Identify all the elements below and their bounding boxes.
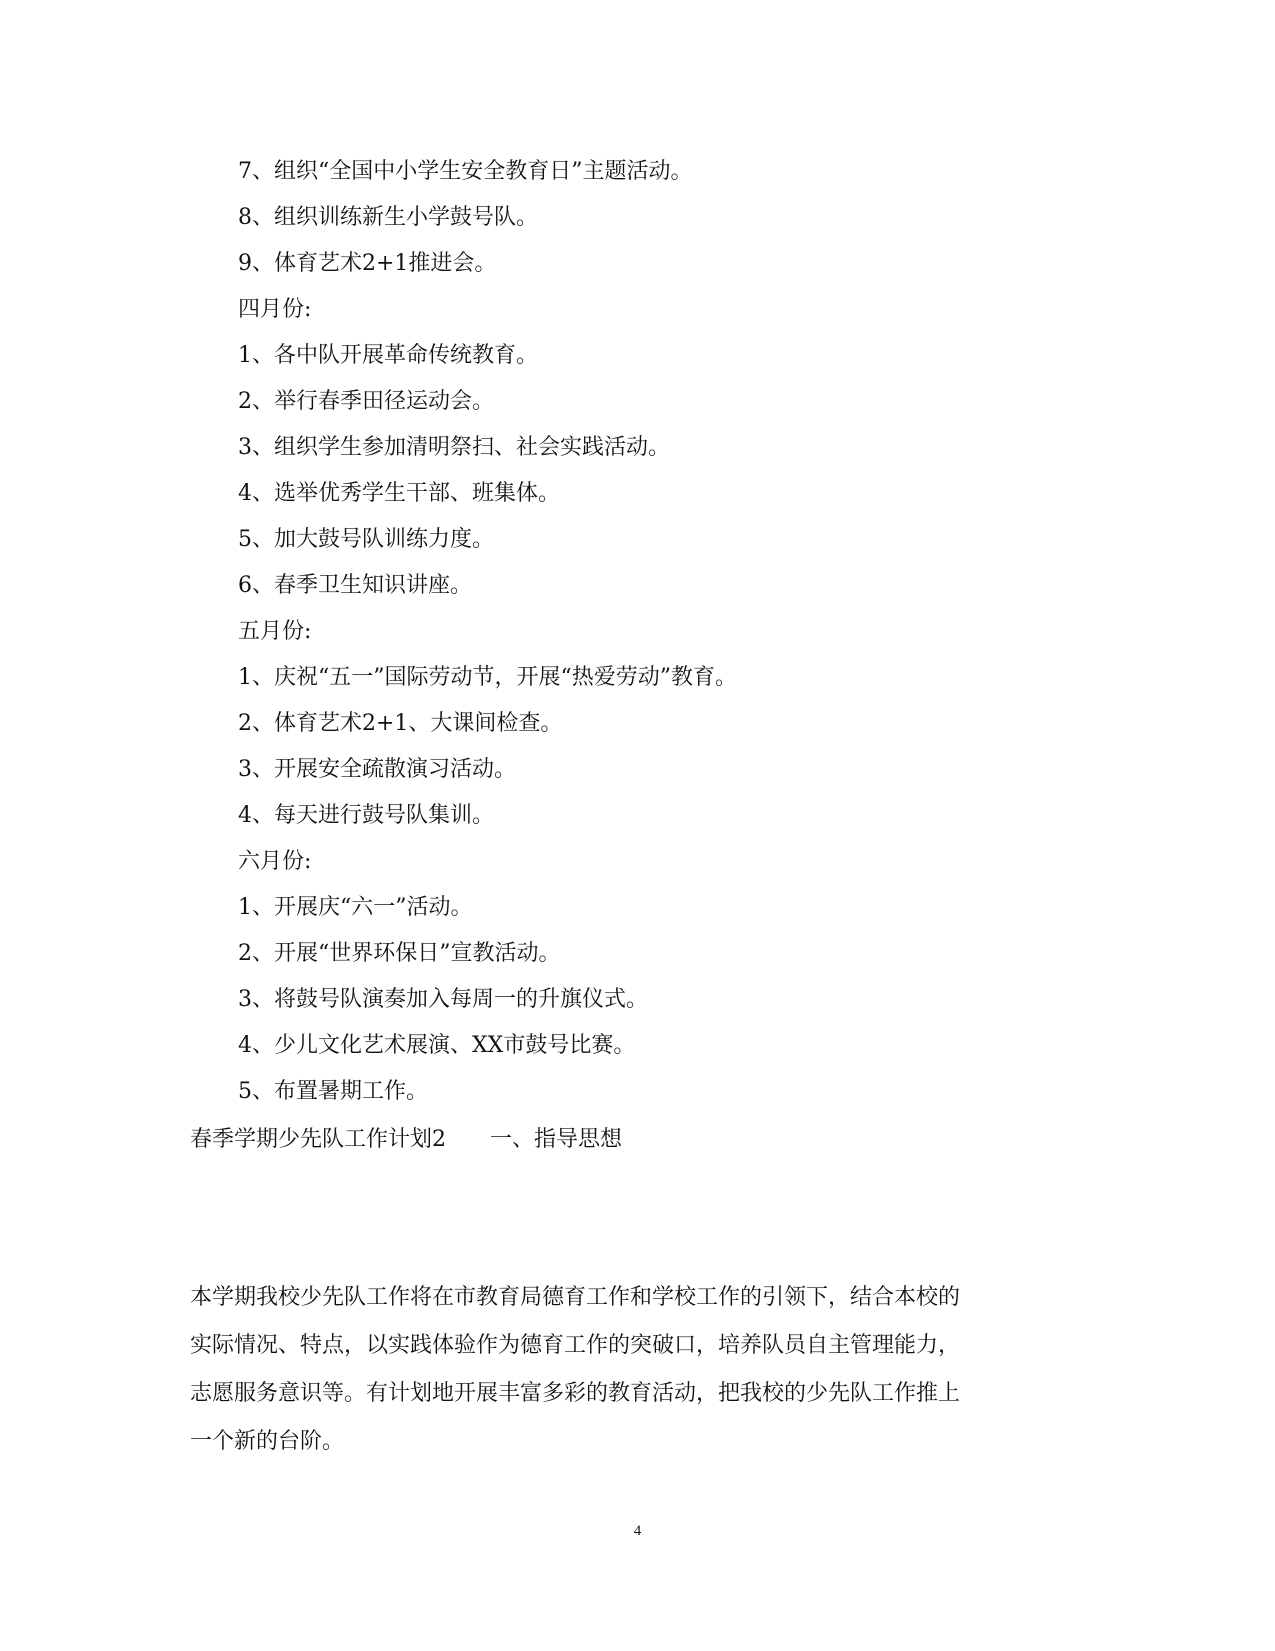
list-item: 7、组织“全国中小学生安全教育日”主题活动。 bbox=[238, 159, 693, 184]
list-item: 5、布置暑期工作。 bbox=[238, 1079, 428, 1104]
list-item: 4、少儿文化艺术展演、XX市鼓号比赛。 bbox=[238, 1033, 636, 1058]
list-item: 3、将鼓号队演奏加入每周一的升旗仪式。 bbox=[238, 987, 648, 1012]
list-item: 8、组织训练新生小学鼓号队。 bbox=[238, 205, 538, 230]
paragraph-line: 实际情况、特点，以实践体验作为德育工作的突破口，培养队员自主管理能力， bbox=[190, 1333, 961, 1358]
list-item: 1、各中队开展革命传统教育。 bbox=[238, 343, 538, 368]
list-item: 2、举行春季田径运动会。 bbox=[238, 389, 494, 414]
body-paragraph bbox=[190, 1274, 1070, 1466]
list-item: 9、体育艺术2+1推进会。 bbox=[238, 251, 497, 276]
list-item: 2、开展“世界环保日”宣教活动。 bbox=[238, 941, 561, 966]
month-heading-may: 五月份: bbox=[238, 619, 312, 644]
list-item: 4、每天进行鼓号队集训。 bbox=[238, 803, 494, 828]
month-heading-june: 六月份: bbox=[238, 849, 312, 874]
list-item: 1、开展庆“六一”活动。 bbox=[238, 895, 473, 920]
list-item: 3、开展安全疏散演习活动。 bbox=[238, 757, 516, 782]
list-item: 5、加大鼓号队训练力度。 bbox=[238, 527, 494, 552]
list-item: 3、组织学生参加清明祭扫、社会实践活动。 bbox=[238, 435, 670, 460]
page-number: 4 bbox=[633, 1523, 642, 1539]
section-heading: 春季学期少先队工作计划2 一、指导思想 bbox=[190, 1127, 622, 1152]
month-heading-april: 四月份: bbox=[238, 297, 312, 322]
paragraph-line: 志愿服务意识等。有计划地开展丰富多彩的教育活动，把我校的少先队工作推上 bbox=[190, 1381, 961, 1406]
paragraph-line: 本学期我校少先队工作将在市教育局德育工作和学校工作的引领下，结合本校的 bbox=[190, 1285, 961, 1310]
paragraph-line: 一个新的台阶。 bbox=[190, 1429, 345, 1454]
list-item: 1、庆祝“五一”国际劳动节，开展“热爱劳动”教育。 bbox=[238, 665, 737, 690]
list-item: 6、春季卫生知识讲座。 bbox=[238, 573, 472, 598]
list-item: 4、选举优秀学生干部、班集体。 bbox=[238, 481, 560, 506]
list-item: 2、体育艺术2+1、大课间检查。 bbox=[238, 711, 563, 736]
